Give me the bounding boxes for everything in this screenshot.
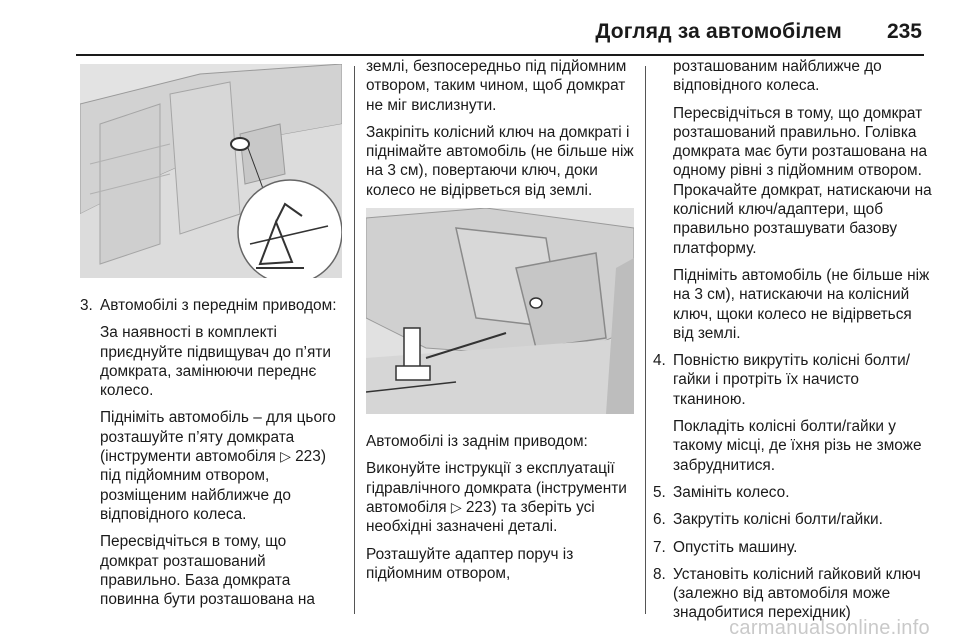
col3-paragraph-1: розташованим найближче до відповідного колеса. — [673, 58, 882, 95]
watermark: carmanualsonline.info — [729, 617, 930, 639]
step-5 — [653, 483, 933, 502]
page-reference: 223 — [295, 448, 321, 466]
col3-paragraph-3: Підніміть автомобіль (не більше ніж на 3 см), натискаючи на колісний ключ, щоки колесо не відірветься від землі. — [673, 266, 930, 342]
page-reference-arrow-icon: ▷ — [280, 448, 291, 465]
col2-paragraph-1: землі, безпосередньо під підйомним отвором, таким чином, щоб домкрат не міг вислизнути. — [366, 58, 627, 114]
step-3-paragraph-3: Пересвідчіться в тому, що домкрат розташований правильно. База домкрата повинна бути розташована на — [100, 533, 315, 609]
step-7-text: Опустіть машину. — [673, 538, 798, 556]
step-number: 7. — [653, 538, 666, 556]
page-reference: 223 — [465, 498, 492, 516]
page-number: 235 — [886, 20, 922, 43]
page-header — [0, 0, 960, 58]
step-number: 8. — [653, 565, 666, 583]
column-3 — [653, 57, 933, 631]
step-5-text: Замініть колесо. — [673, 483, 790, 501]
step-3-title: Автомобілі з переднім приводом: — [100, 297, 337, 314]
step-3 — [80, 296, 342, 609]
step-6 — [653, 510, 933, 529]
front-jack-illustration — [80, 64, 342, 278]
step-3-paragraph-1: За наявності в комплекті приєднуйте підвищувач до п’яти домкрата, замінюючи переднє колесо. — [100, 324, 331, 400]
step-6-text: Закрутіть колісні болти/гайки. — [673, 511, 883, 529]
step-number: 6. — [653, 511, 666, 529]
step-number: 5. — [653, 483, 666, 501]
column-divider-2 — [645, 66, 646, 614]
step-8-text: Установіть колісний гайковий ключ (залежно від автомобіля може знадобитися перехідник) — [673, 565, 921, 622]
rear-jack-drawing — [366, 208, 634, 414]
col2-paragraph-2: Закріпіть колісний ключ на домкраті і піднімайте автомобіль (не більше ніж на 3 см), повертаючи ключ, доки колесо не відірветься від землі. — [366, 123, 634, 199]
column-2 — [366, 57, 634, 591]
col2-paragraph-3: Виконуйте інструкції з експлуатації гідравлічного домкрата (інструменти автомобіля ▷ 223) та зберіть усі необхідні зазначені деталі. — [366, 460, 627, 536]
rwd-title: Автомобілі із заднім приводом: — [366, 433, 588, 451]
page-reference-arrow-icon: ▷ — [450, 498, 462, 515]
column-1 — [80, 64, 342, 617]
step-3-paragraph-2: Підніміть автомобіль – для цього розташуйте п’яту домкрата (інструменти автомобіля ▷ 223) під підйомним отвором, розміщеним найближче до відповідного колеса. — [100, 409, 336, 523]
step-number: 3. — [80, 297, 93, 314]
step-number: 4. — [653, 352, 666, 370]
column-divider-1 — [354, 66, 355, 614]
step-4 — [653, 351, 933, 475]
col2-paragraph-4: Розташуйте адаптер поруч із підйомним отвором, — [366, 545, 574, 582]
section-title: Догляд за автомобілем — [595, 20, 842, 43]
header-rule — [76, 54, 924, 56]
col3-paragraph-2: Пересвідчіться в тому, що домкрат розташований правильно. Голівка домкрата має бути розташована на одному рівні з підйомним отвором. Прокачайте домкрат, натискаючи на колісний ключ/адаптери, щоб правильно розташувати базову платформу. — [673, 104, 932, 257]
step-7 — [653, 538, 933, 557]
rear-jack-illustration — [366, 208, 634, 414]
front-jack-drawing — [80, 64, 342, 278]
step-8 — [653, 565, 933, 623]
step-4-paragraph-2: Покладіть колісні болти/гайки у такому місці, де їхня різь не зможе забруднитися. — [673, 418, 922, 474]
step-4-paragraph-1: Повністю викрутіть колісні болти/гайки і протріть їх начисто тканиною. — [673, 352, 911, 408]
